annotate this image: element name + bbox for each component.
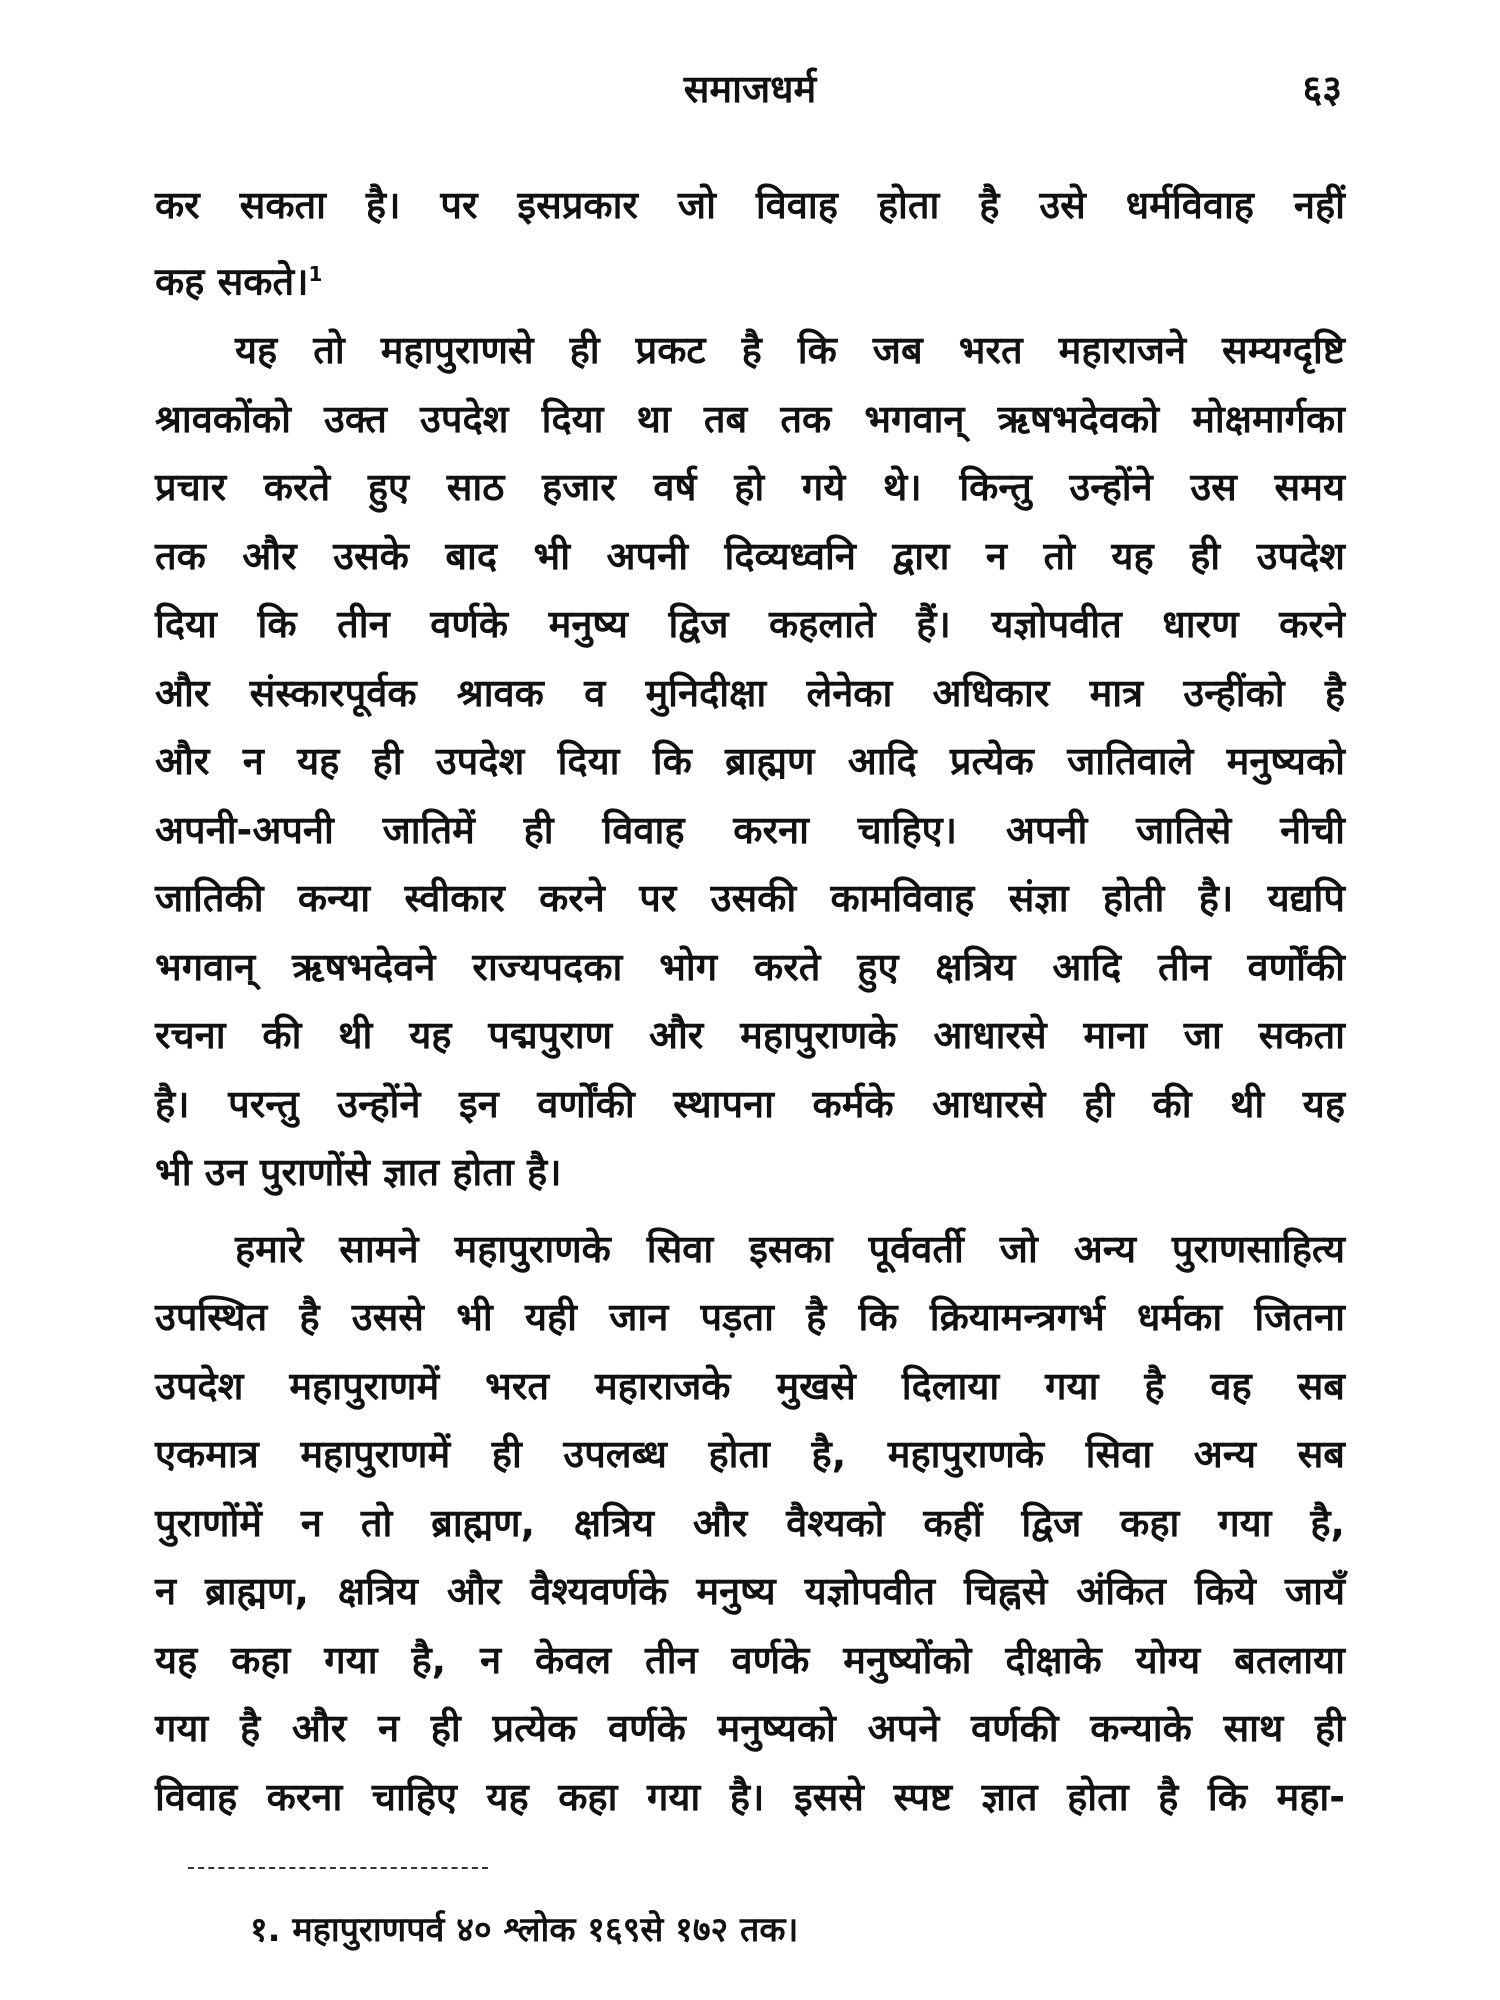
text-line-content: गया है और न ही प्रत्येक वर्णके मनुष्यको अपने वर्णकी कन्याके साथ ही <box>155 1706 1345 1750</box>
text-line-content: तक और उसके बाद भी अपनी दिव्यध्वनि द्वारा न तो यह ही उपदेश <box>155 533 1345 578</box>
text-line-content: श्रावकोंको उक्त उपदेश दिया था तब तक भगवान् ऋषभदेवको मोक्षमार्गका <box>155 396 1345 441</box>
text-line <box>155 531 1345 581</box>
text-line-content: जातिकी कन्या स्वीकार करने पर उसकी कामविवाह संज्ञा होती है। यद्यपि <box>155 876 1345 920</box>
text-line-content: और न यह ही उपदेश दिया कि ब्राह्मण आदि प्रत्येक जातिवाले मनुष्यको <box>155 739 1345 783</box>
text-line <box>155 1147 1345 1197</box>
text-line-content: हमारे सामने महापुराणके सिवा इसका पूर्ववर्ती जो अन्य पुराणसाहित्य <box>235 1226 1345 1271</box>
text-line-content: कर सकता है। पर इसप्रकार जो विवाह होता है उसे धर्मविवाह नहीं <box>155 183 1345 227</box>
text-line-content: न ब्राह्मण, क्षत्रिय और वैश्यवर्णके मनुष्य यज्ञोपवीत चिह्नसे अंकित किये जायँ <box>155 1569 1345 1613</box>
footnote: १. महापुराणपर्व ४० श्लोक १६९से १७२ तक। <box>250 1910 799 1950</box>
text-line <box>155 1079 1345 1129</box>
page-number: ६३ <box>1302 67 1342 111</box>
text-line <box>155 1566 1345 1616</box>
text-line-content: और संस्कारपूर्वक श्रावक व मुनिदीक्षा लेनेका अधिकार मात्र उन्हींको है <box>155 670 1345 715</box>
text-line <box>155 942 1345 992</box>
text-line <box>155 599 1345 649</box>
text-line-content: पुराणोंमें न तो ब्राह्मण, क्षत्रिय और वैश्यको कहीं द्विज कहा गया है, <box>155 1500 1345 1545</box>
text-line <box>155 394 1345 444</box>
text-line-content: यह तो महापुराणसे ही प्रकट है कि जब भरत महाराजने सम्यग्दृष्टि <box>235 328 1345 372</box>
text-line <box>155 1772 1345 1822</box>
text-line <box>155 180 1345 230</box>
text-line-content: है। परन्तु उन्होंने इन वर्णोंकी स्थापना कर्मके आधारसे ही की थी यह <box>155 1081 1345 1126</box>
text-line-content: भी उन पुराणोंसे ज्ञात होता है। <box>155 1150 562 1194</box>
text-line-content: रचना की थी यह पद्मपुराण और महापुराणके आधारसे माना जा सकता <box>155 1013 1345 1057</box>
text-line-content: प्रचार करते हुए साठ हजार वर्ष हो गये थे। किन्तु उन्होंने उस समय <box>155 465 1345 509</box>
text-line <box>155 249 1345 307</box>
text-line-content: दिया कि तीन वर्णके मनुष्य द्विज कहलाते हैं। यज्ञोपवीत धारण करने <box>155 602 1345 646</box>
text-line <box>155 1292 1345 1342</box>
text-line-content: उपस्थित है उससे भी यही जान पड़ता है कि क्रियामन्त्रगर्भ धर्मका जितना <box>155 1295 1345 1339</box>
text-line <box>235 325 1345 375</box>
text-line-content: भगवान् ऋषभदेवने राज्यपदका भोग करते हुए क्षत्रिय आदि तीन वर्णोंकी <box>155 944 1345 989</box>
text-line <box>155 1498 1345 1548</box>
text-line-content: कह सकते। <box>155 259 309 304</box>
text-line <box>235 1224 1345 1274</box>
text-line <box>155 1429 1345 1479</box>
text-line <box>155 668 1345 718</box>
text-line-content: अपनी-अपनी जातिमें ही विवाह करना चाहिए। अपनी जातिसे नीची <box>155 807 1345 852</box>
text-line <box>155 1703 1345 1753</box>
text-line <box>155 462 1345 512</box>
text-line <box>155 736 1345 786</box>
text-line-content: विवाह करना चाहिए यह कहा गया है। इससे स्पष्ट ज्ञात होता है कि महा- <box>155 1774 1345 1819</box>
running-header-title: समाजधर्म <box>683 67 817 111</box>
text-line <box>155 1361 1345 1411</box>
text-line <box>155 873 1345 923</box>
footnote-divider <box>188 1867 488 1869</box>
text-line-content: यह कहा गया है, न केवल तीन वर्णके मनुष्योंको दीक्षाके योग्य बतलाया <box>155 1637 1345 1682</box>
footnote-marker: 1 <box>308 261 323 286</box>
text-line-content: एकमात्र महापुराणमें ही उपलब्ध होता है, महापुराणके सिवा अन्य सब <box>155 1432 1345 1476</box>
text-line <box>155 805 1345 855</box>
text-line-content: उपदेश महापुराणमें भरत महाराजके मुखसे दिलाया गया है वह सब <box>155 1363 1345 1408</box>
text-line <box>155 1010 1345 1060</box>
text-line <box>155 1635 1345 1685</box>
